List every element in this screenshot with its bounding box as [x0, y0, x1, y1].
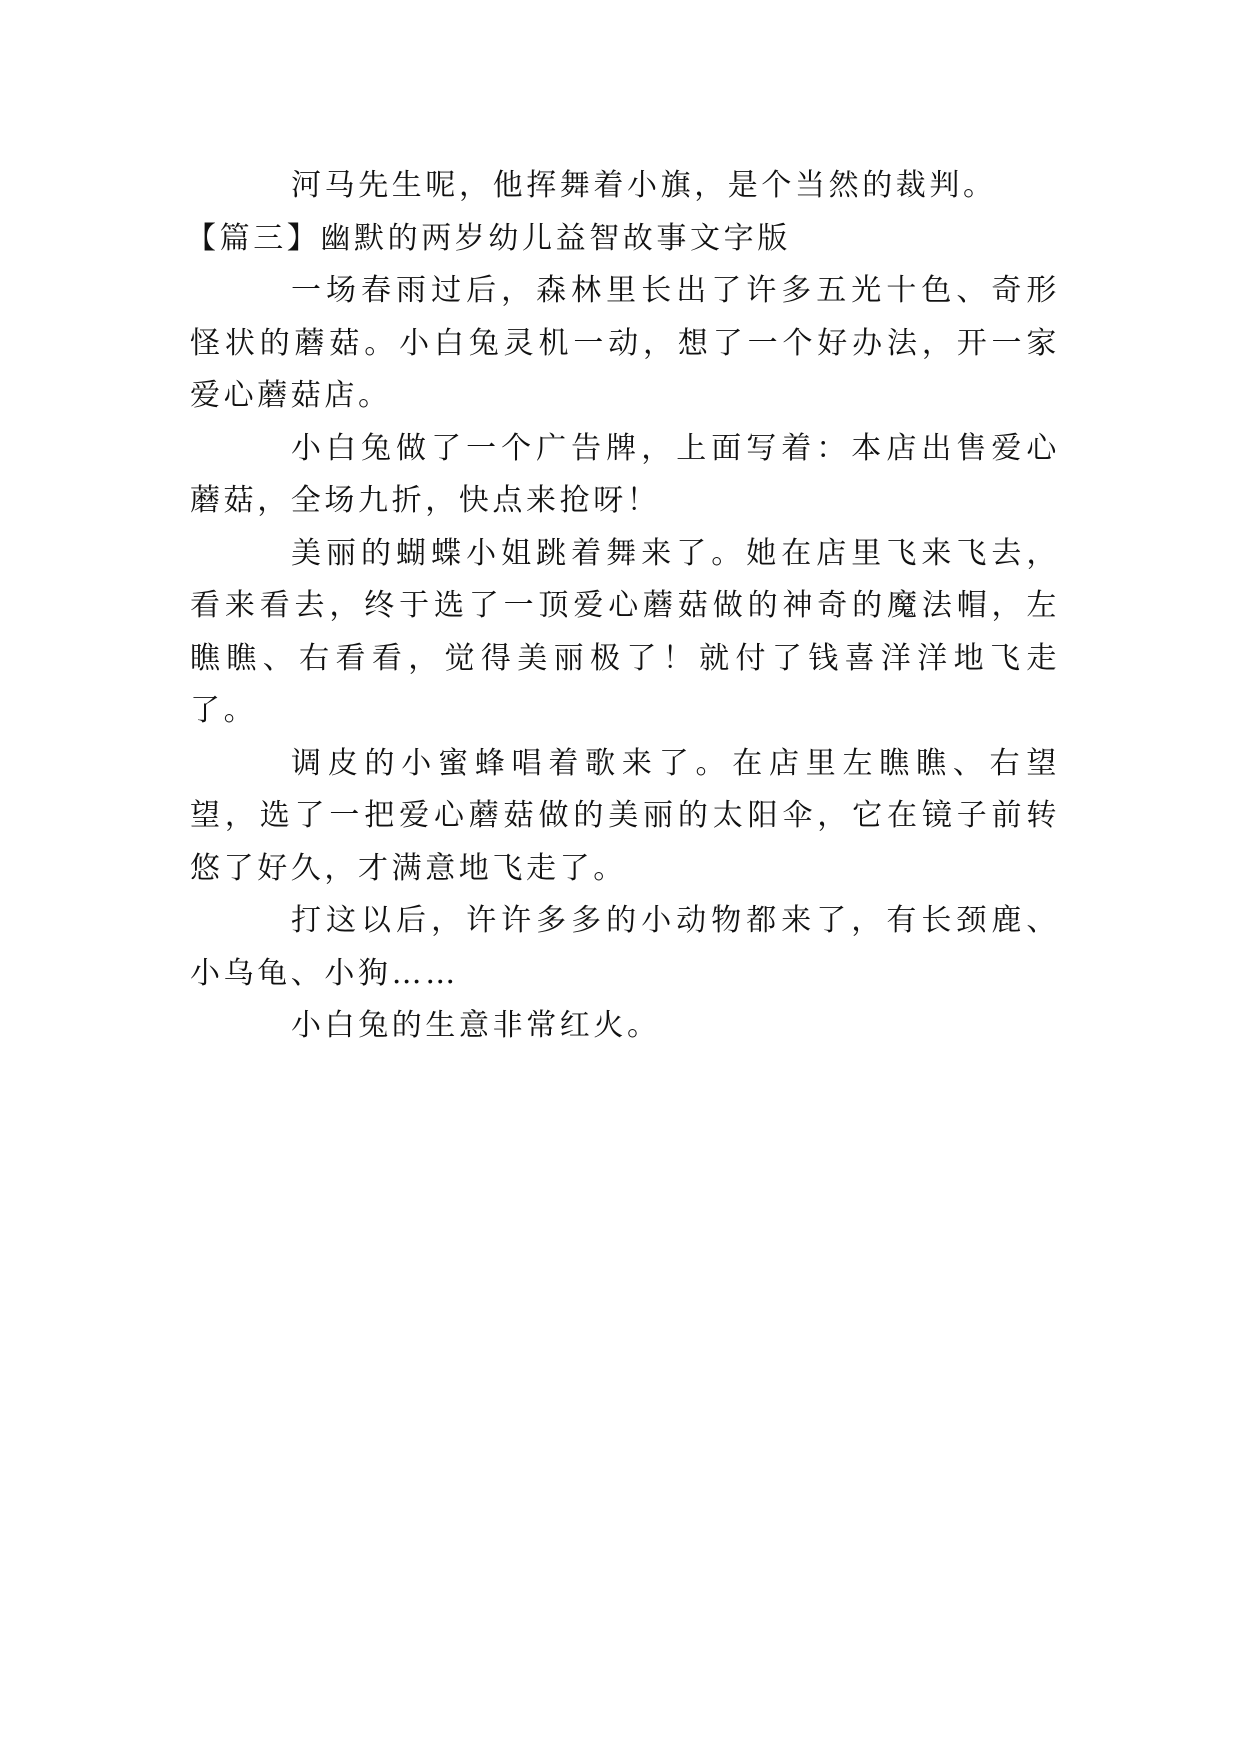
- paragraph-many-animals: 打这以后，许许多多的小动物都来了，有长颈鹿、小乌龟、小狗……: [190, 903, 1060, 991]
- paragraph-bee: 调皮的小蜜蜂唱着歌来了。在店里左瞧瞧、右望望，选了一把爱心蘑菇做的美丽的太阳伞，它在镜子前转悠了好久，才满意地飞走了。: [190, 745, 1060, 886]
- blank-page-area: [0, 1100, 1241, 1754]
- paragraph-hippo-referee: 河马先生呢，他挥舞着小旗，是个当然的裁判。: [291, 168, 997, 203]
- paragraph-mushroom-store-opening: 一场春雨过后，森林里长出了许多五光十色、奇形怪状的蘑菇。小白兔灵机一动，想了一个好办法，开一家爱心蘑菇店。: [190, 273, 1060, 413]
- paragraph-advertisement-sign: 小白兔做了一个广告牌，上面写着：本店出售爱心蘑菇，全场九折，快点来抢呀！: [190, 430, 1060, 518]
- paragraph-business-booming: 小白兔的生意非常红火。: [291, 1008, 661, 1043]
- document-page: [186, 160, 1060, 1053]
- paragraph-butterfly: 美丽的蝴蝶小姐跳着舞来了。她在店里飞来飞去，看来看去，终于选了一顶爱心蘑菇做的神奇的魔法帽，左瞧瞧、右看看，觉得美丽极了！就付了钱喜洋洋地飞走了。: [190, 535, 1060, 728]
- section-heading: 【篇三】幽默的两岁幼儿益智故事文字版: [186, 220, 791, 256]
